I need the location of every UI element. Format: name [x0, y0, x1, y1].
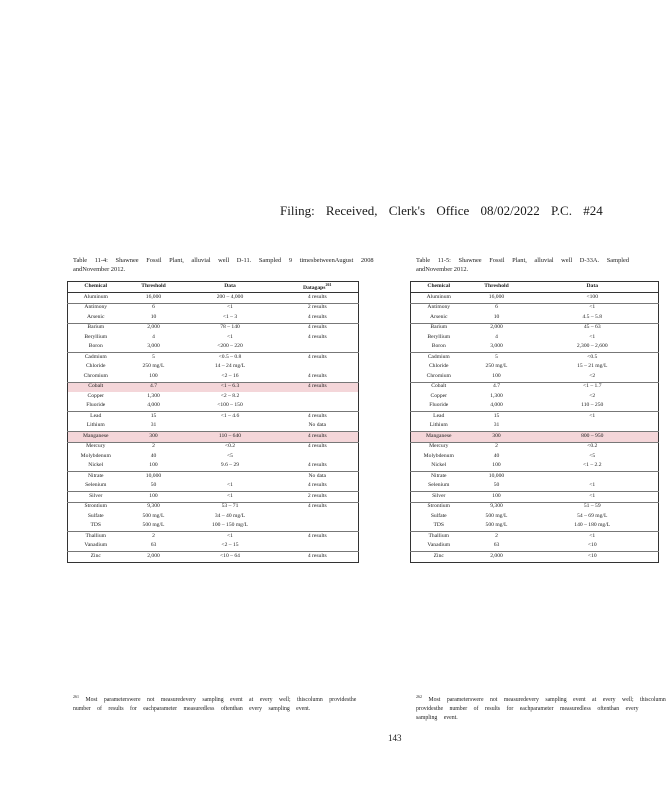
right-table-row	[411, 452, 659, 462]
right-cell-threshold: 10,000	[467, 472, 527, 482]
left-cell-gaps	[277, 522, 359, 532]
left-cell-threshold: 4.7	[124, 382, 184, 392]
left-table-row	[68, 412, 359, 422]
left-table-container	[67, 281, 360, 581]
left-cell-chemical: Beryllium	[84, 333, 108, 340]
left-cell-data: <1	[184, 492, 277, 503]
right-col-chemical: Chemical	[411, 282, 467, 293]
right-cell-data: <1	[589, 482, 596, 489]
left-cell-gaps: 2 results	[277, 303, 359, 313]
right-cell-chemical: Thallium	[411, 532, 467, 542]
right-table-row	[411, 432, 659, 443]
left-cell-chemical: Manganese	[68, 432, 124, 443]
right-cell-data: <2	[589, 392, 596, 399]
right-cell-threshold: 10	[493, 313, 500, 320]
left-cell-data: 9.6 – 29	[220, 462, 240, 469]
left-cell-data: <2 – 16	[221, 372, 239, 379]
right-cell-chemical: Silver	[411, 492, 467, 503]
right-cell-data: <10	[587, 542, 597, 549]
left-cell-chemical: TDS	[90, 522, 102, 529]
right-table-row	[411, 462, 659, 472]
right-cell-chemical: Molybdenum	[423, 452, 454, 459]
right-cell-chemical: Fluoride	[429, 402, 449, 409]
left-cell-threshold: 1,300	[147, 392, 160, 399]
right-table-row	[411, 363, 659, 373]
left-cell-chemical: Nickel	[88, 462, 104, 469]
left-table-header-row	[68, 282, 359, 293]
left-cell-threshold: 2,000	[124, 552, 184, 563]
left-cell-gaps: 4 results	[307, 462, 327, 469]
left-table-row	[68, 422, 359, 432]
right-cell-threshold: 5	[467, 353, 527, 363]
left-cell-data: 14 – 24 mg/L	[214, 363, 246, 370]
left-table-caption	[73, 256, 374, 274]
right-cell-data: <1 – 2.2	[582, 462, 602, 469]
left-cell-threshold: 4	[152, 333, 155, 340]
right-cell-threshold: 500 mg/L	[485, 512, 508, 519]
left-cell-chemical: Zinc	[68, 552, 124, 563]
right-caption-line2: andNovember 2012.	[416, 266, 469, 273]
right-cell-threshold: 2	[467, 442, 527, 452]
left-col-datagaps-label: Datagaps	[303, 284, 326, 291]
left-table-row	[68, 392, 359, 402]
left-table-row	[68, 472, 359, 482]
right-cell-data: 54 – 69 mg/L	[577, 512, 608, 519]
left-table-row	[68, 372, 359, 382]
right-cell-chemical: Vanadium	[427, 542, 451, 549]
left-table-row	[68, 333, 359, 343]
left-cell-chemical: Chromium	[83, 372, 108, 379]
left-footnote-number: 261	[73, 694, 79, 699]
left-cell-threshold: 2	[124, 532, 184, 542]
left-cell-chemical: Cadmium	[68, 353, 124, 363]
left-cell-chemical: Selenium	[85, 482, 107, 489]
right-cell-chemical: Cobalt	[411, 382, 467, 392]
left-cell-gaps	[277, 392, 359, 402]
left-cell-chemical: Strontium	[68, 502, 124, 512]
right-cell-chemical: Copper	[430, 392, 447, 399]
left-cell-chemical: Vanadium	[84, 542, 108, 549]
filing-stamp-header: Filing: Received, Clerk's Office 08/02/2022 P.C. #24	[280, 203, 603, 218]
right-cell-data: 800 – 950	[527, 432, 659, 443]
left-cell-threshold: 3,000	[147, 343, 160, 350]
right-data-table	[410, 281, 659, 563]
left-cell-threshold: 10	[150, 313, 157, 320]
right-footnote	[416, 692, 666, 723]
right-cell-data: <1 – 1.7	[527, 382, 659, 392]
left-cell-gaps: No data	[308, 422, 327, 429]
left-cell-data: <0.5 – 0.8	[184, 353, 277, 363]
right-cell-threshold: 500 mg/L	[485, 522, 508, 529]
right-cell-threshold: 6	[467, 303, 527, 313]
left-cell-chemical: Lead	[68, 412, 124, 422]
right-cell-chemical: Lithium	[429, 422, 448, 429]
right-table-container	[410, 281, 618, 581]
left-cell-threshold: 250 mg/L	[142, 363, 165, 370]
right-table-row	[411, 313, 659, 323]
left-cell-data: <1	[184, 532, 277, 542]
left-table-row	[68, 552, 359, 563]
right-cell-data: 4.5 – 5.8	[582, 313, 603, 320]
left-cell-threshold: 9,300	[124, 502, 184, 512]
right-cell-data	[527, 472, 659, 482]
left-cell-data: <10 – 64	[184, 552, 277, 563]
left-cell-threshold: 2,000	[124, 323, 184, 333]
left-cell-data: 200 – 4,000	[216, 293, 244, 300]
right-cell-data: 15 – 21 mg/L	[577, 363, 608, 370]
left-data-table	[67, 281, 359, 563]
right-cell-chemical: Lead	[411, 412, 467, 422]
left-cell-gaps: 4 results	[307, 293, 327, 300]
right-footnote-text: Most parameterswere not measuredevery sampling event at every well; thiscolumn providesthe number of results for eachparameter measuredless oftenthan every sampling event.	[416, 696, 666, 721]
left-cell-chemical: Nitrate	[68, 472, 124, 482]
right-table-row	[411, 502, 659, 512]
right-table-row	[411, 392, 659, 402]
left-table-row	[68, 363, 359, 373]
right-cell-threshold: 250 mg/L	[485, 363, 508, 370]
right-cell-chemical: Barium	[411, 323, 467, 333]
right-cell-chemical: TDS	[433, 522, 445, 529]
left-cell-gaps	[277, 512, 359, 522]
right-table-row	[411, 482, 659, 492]
right-cell-chemical: Nitrate	[411, 472, 467, 482]
left-cell-gaps: 4 results	[277, 412, 359, 422]
left-table-row	[68, 353, 359, 363]
right-cell-threshold: 4	[495, 333, 498, 340]
right-cell-data: <2	[589, 372, 596, 379]
left-col-data: Data	[184, 282, 277, 293]
right-cell-data: <10	[527, 552, 659, 563]
right-cell-threshold: 2,000	[467, 323, 527, 333]
left-table-row	[68, 293, 359, 304]
left-cell-threshold: 15	[124, 412, 184, 422]
right-table-row	[411, 542, 659, 552]
left-table-row	[68, 522, 359, 532]
left-cell-threshold: 100	[149, 462, 158, 469]
right-cell-data: 2,300 – 2,600	[576, 343, 608, 350]
right-table-row	[411, 422, 659, 432]
left-cell-gaps: 4 results	[307, 372, 327, 379]
right-table-row	[411, 382, 659, 392]
right-table-body	[411, 293, 659, 563]
left-cell-threshold: 5	[124, 353, 184, 363]
left-table-row	[68, 303, 359, 313]
right-table-row	[411, 532, 659, 542]
right-cell-threshold: 31	[493, 422, 500, 429]
left-footnote	[73, 692, 363, 714]
left-cell-gaps: 4 results	[307, 333, 327, 340]
left-table-body	[68, 293, 359, 563]
right-cell-threshold: 2	[467, 532, 527, 542]
left-cell-data: <5	[227, 452, 233, 459]
left-cell-threshold: 16,000	[145, 293, 162, 300]
right-table-row	[411, 492, 659, 503]
right-cell-threshold: 9,300	[467, 502, 527, 512]
left-cell-data: <1	[227, 333, 233, 340]
left-cell-chemical: Molybdenum	[80, 452, 111, 459]
left-cell-data: <1	[227, 482, 233, 489]
left-table-row	[68, 462, 359, 472]
right-cell-chemical: Selenium	[428, 482, 450, 489]
left-col-chemical: Chemical	[68, 282, 124, 293]
left-cell-chemical: Boron	[88, 343, 103, 350]
right-table-row	[411, 472, 659, 482]
left-cell-threshold: 6	[124, 303, 184, 313]
left-cell-threshold: 31	[150, 422, 157, 429]
right-cell-chemical: Nickel	[431, 462, 447, 469]
left-cell-chemical: Sulfate	[87, 512, 104, 519]
left-table-row	[68, 442, 359, 452]
right-cell-threshold: 3,000	[490, 343, 503, 350]
left-table-row	[68, 542, 359, 552]
right-cell-data: <1	[527, 303, 659, 313]
right-table-row	[411, 552, 659, 563]
page-number: 143	[388, 733, 402, 743]
right-table-row	[411, 442, 659, 452]
left-cell-chemical: Cobalt	[68, 382, 124, 392]
left-table-row	[68, 452, 359, 462]
left-table-row	[68, 502, 359, 512]
left-cell-gaps: 4 results	[277, 382, 359, 392]
left-table-row	[68, 512, 359, 522]
left-cell-gaps: No data	[277, 472, 359, 482]
right-cell-chemical: Antimony	[411, 303, 467, 313]
right-cell-data: <1	[527, 412, 659, 422]
right-cell-data: <1	[527, 532, 659, 542]
right-cell-data: 51 – 59	[527, 502, 659, 512]
right-cell-chemical: Aluminum	[426, 293, 451, 300]
left-cell-data: <200 – 220	[217, 343, 243, 350]
left-cell-gaps	[277, 452, 359, 462]
left-caption-line2: andNovember 2012.	[73, 266, 126, 273]
left-cell-gaps	[277, 343, 359, 353]
left-table-row	[68, 402, 359, 412]
right-cell-threshold: 16,000	[488, 293, 505, 300]
right-cell-chemical: Cadmium	[411, 353, 467, 363]
right-col-data: Data	[527, 282, 659, 293]
right-footnote-number: 262	[416, 694, 422, 699]
left-cell-gaps: 4 results	[277, 552, 359, 563]
right-cell-threshold: 2,000	[467, 552, 527, 563]
right-cell-threshold: 100	[492, 372, 501, 379]
left-table-row	[68, 313, 359, 323]
left-cell-gaps	[277, 542, 359, 552]
left-cell-data: 100 – 150 mg/L	[212, 522, 248, 529]
right-cell-chemical: Beryllium	[427, 333, 451, 340]
right-cell-chemical: Strontium	[411, 502, 467, 512]
left-cell-chemical: Mercury	[68, 442, 124, 452]
right-cell-data: <5	[589, 452, 596, 459]
left-cell-chemical: Fluoride	[86, 402, 106, 409]
left-cell-gaps	[277, 363, 359, 373]
left-cell-threshold: 300	[124, 432, 184, 443]
right-table-row	[411, 323, 659, 333]
left-cell-gaps: 4 results	[307, 482, 327, 489]
right-cell-threshold: 1,300	[490, 392, 503, 399]
left-cell-gaps: 4 results	[277, 323, 359, 333]
left-cell-gaps: 4 results	[277, 532, 359, 542]
right-cell-data: 45 – 63	[527, 323, 659, 333]
left-cell-data: <1	[184, 303, 277, 313]
right-table-row	[411, 343, 659, 353]
right-table-caption	[416, 256, 630, 274]
left-footnote-text: Most parameterswere not measuredevery sampling event at every well; thiscolumn providesthe number of results for eachparameter measuredless oftenthan every sampling event.	[73, 696, 357, 712]
left-cell-chemical: Silver	[68, 492, 124, 503]
right-table-row	[411, 522, 659, 532]
right-cell-threshold: 50	[493, 482, 500, 489]
left-cell-data: <1 – 4.6	[184, 412, 277, 422]
left-cell-chemical: Arsenic	[87, 313, 105, 320]
right-table-row	[411, 402, 659, 412]
left-cell-data: <1 – 6.3	[184, 382, 277, 392]
right-table-row	[411, 303, 659, 313]
right-cell-chemical: Arsenic	[430, 313, 448, 320]
left-table-row	[68, 532, 359, 542]
left-table-row	[68, 432, 359, 443]
left-cell-threshold: 2	[124, 442, 184, 452]
left-cell-data: 53 – 71	[184, 502, 277, 512]
right-cell-chemical: Boron	[431, 343, 446, 350]
right-cell-threshold: 63	[493, 542, 500, 549]
left-cell-data	[184, 472, 277, 482]
right-table-row	[411, 372, 659, 382]
left-cell-data: <1 – 3	[222, 313, 238, 320]
left-cell-gaps: 4 results	[277, 502, 359, 512]
left-cell-data: 34 – 40 mg/L	[214, 512, 246, 519]
left-cell-threshold: 50	[150, 482, 157, 489]
left-cell-data: 78 – 140	[184, 323, 277, 333]
right-cell-threshold: 300	[467, 432, 527, 443]
left-cell-chemical: Barium	[68, 323, 124, 333]
right-cell-chemical: Zinc	[411, 552, 467, 563]
left-cell-threshold: 40	[150, 452, 157, 459]
right-cell-chemical: Chloride	[428, 363, 449, 370]
left-cell-threshold: 500 mg/L	[142, 512, 165, 519]
left-cell-data: <2 – 15	[221, 542, 239, 549]
left-table-row	[68, 492, 359, 503]
right-cell-threshold: 4.7	[467, 382, 527, 392]
right-cell-data: <1	[589, 333, 596, 340]
right-cell-data	[527, 422, 659, 432]
right-cell-chemical: Mercury	[411, 442, 467, 452]
right-table-row	[411, 353, 659, 363]
left-cell-data	[184, 422, 277, 432]
right-cell-data: <100	[586, 293, 599, 300]
left-datagaps-footnote-ref: 261	[325, 281, 332, 287]
left-cell-chemical: Aluminum	[83, 293, 108, 300]
left-table-row	[68, 482, 359, 492]
left-cell-gaps: 2 results	[277, 492, 359, 503]
right-cell-chemical: Sulfate	[430, 512, 447, 519]
left-cell-chemical: Chloride	[85, 363, 106, 370]
right-cell-chemical: Manganese	[411, 432, 467, 443]
right-cell-threshold: 15	[467, 412, 527, 422]
left-table-row	[68, 343, 359, 353]
right-table-row	[411, 412, 659, 422]
right-cell-data: <0.2	[527, 442, 659, 452]
left-cell-data: <0.2	[184, 442, 277, 452]
left-cell-gaps: 4 results	[277, 353, 359, 363]
right-caption-line1: Table 11-5: Shawnee Fossil Plant, alluvial well D-33A. Sampled	[416, 257, 630, 264]
left-cell-threshold: 4,000	[147, 402, 160, 409]
right-col-threshold: Threshold	[467, 282, 527, 293]
left-cell-threshold: 100	[124, 492, 184, 503]
left-cell-data: <100 – 150	[217, 402, 243, 409]
right-cell-threshold: 40	[493, 452, 500, 459]
left-caption-line1: Table 11-4: Shawnee Fossil Plant, alluvial well D-11. Sampled 9 timesbetweenAugust 2008	[73, 257, 374, 264]
left-cell-threshold: 63	[150, 542, 157, 549]
right-table-row	[411, 293, 659, 304]
right-table-header-row	[411, 282, 659, 293]
left-cell-gaps: 4 results	[277, 432, 359, 443]
right-cell-threshold: 100	[467, 492, 527, 503]
left-table-row	[68, 382, 359, 392]
right-cell-chemical: Chromium	[426, 372, 451, 379]
left-table-row	[68, 323, 359, 333]
left-cell-chemical: Copper	[87, 392, 104, 399]
right-cell-threshold: 100	[492, 462, 501, 469]
left-cell-gaps	[277, 402, 359, 412]
right-cell-threshold: 4,000	[490, 402, 503, 409]
right-cell-data: <1	[527, 492, 659, 503]
left-cell-chemical: Thallium	[68, 532, 124, 542]
right-cell-data: 140 – 180 mg/L	[574, 522, 611, 529]
left-cell-chemical: Antimony	[68, 303, 124, 313]
left-col-datagaps	[277, 282, 359, 293]
left-cell-threshold: 500 mg/L	[142, 522, 165, 529]
right-table-row	[411, 512, 659, 522]
right-table-row	[411, 333, 659, 343]
left-col-threshold: Threshold	[124, 282, 184, 293]
left-cell-chemical: Lithium	[86, 422, 105, 429]
left-cell-data: <2 – 8.2	[220, 392, 240, 399]
left-cell-threshold: 10,000	[124, 472, 184, 482]
left-cell-gaps: 4 results	[307, 313, 327, 320]
right-cell-data: 110 – 250	[581, 402, 604, 409]
left-cell-threshold: 100	[149, 372, 158, 379]
right-cell-data: <0.5	[527, 353, 659, 363]
left-cell-gaps: 4 results	[277, 442, 359, 452]
left-cell-data: 110 – 640	[184, 432, 277, 443]
